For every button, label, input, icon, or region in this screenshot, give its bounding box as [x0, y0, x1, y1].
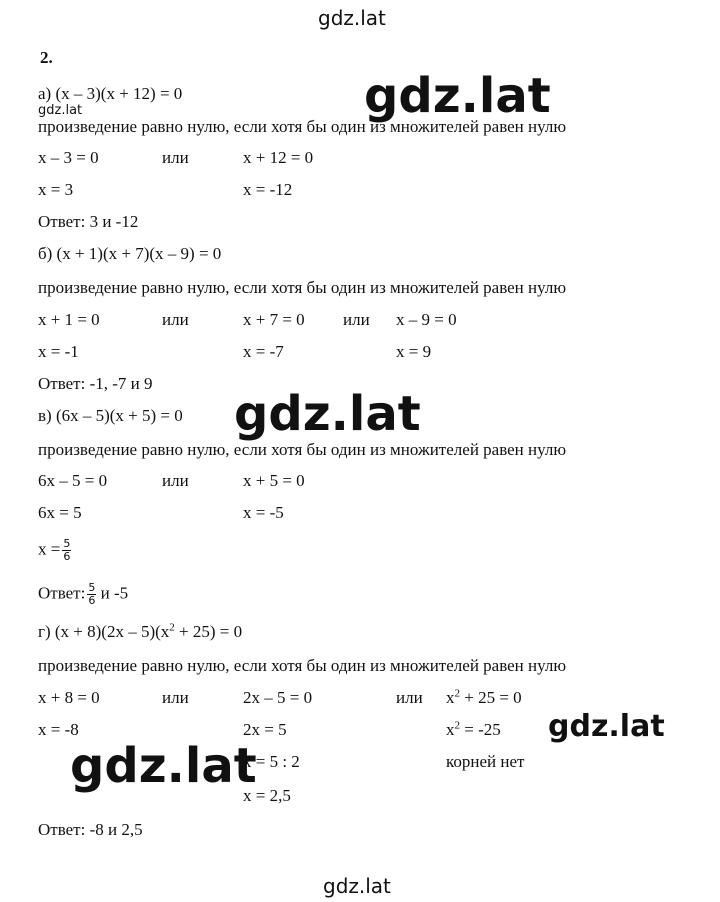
part-b-case3-line2: x = 9: [396, 342, 432, 361]
part-b-or-2: или: [343, 310, 370, 329]
part-g-case3-base: x: [446, 688, 455, 707]
part-a-case1-line1: x – 3 = 0: [38, 148, 99, 167]
part-g-case3-line2: [446, 720, 501, 740]
part-g-case2-line3: x = 5 : 2: [243, 752, 300, 771]
part-g-case3-line3: корней нет: [446, 752, 525, 771]
part-v-answer: [38, 582, 128, 607]
part-g-case3-rest: + 25 = 0: [460, 688, 522, 707]
fraction: [87, 582, 96, 607]
part-g-case2-line2: 2x = 5: [243, 720, 287, 739]
footer-watermark: gdz.lat: [323, 874, 391, 898]
part-b-rule: произведение равно нулю, если хотя бы один из множителей равен нулю: [38, 278, 567, 297]
part-b-case2-line2: x = -7: [243, 342, 284, 361]
watermark-large: gdz.lat: [364, 68, 551, 124]
part-g-answer: Ответ: -8 и 2,5: [38, 820, 143, 839]
part-a-or: или: [162, 148, 189, 167]
fraction-numerator: 5: [88, 581, 96, 594]
part-v-equation: в) (6x – 5)(x + 5) = 0: [38, 406, 183, 425]
part-g-rule: произведение равно нулю, если хотя бы один из множителей равен нулю: [38, 656, 567, 675]
part-g-equation-start: г) (x + 8)(2x – 5)(x: [38, 622, 170, 641]
part-v-rule: произведение равно нулю, если хотя бы один из множителей равен нулю: [38, 440, 567, 459]
fraction-numerator: 5: [63, 537, 71, 550]
part-g-case1-line2: x = -8: [38, 720, 79, 739]
fraction-denominator: 6: [63, 550, 71, 563]
part-v-case1-line1: 6x – 5 = 0: [38, 471, 108, 490]
fraction-denominator: 6: [88, 594, 96, 607]
exponent: 2: [454, 687, 460, 700]
part-g-equation: [38, 622, 242, 642]
part-a-answer: Ответ: 3 и -12: [38, 212, 139, 231]
watermark-medium: gdz.lat: [548, 709, 665, 744]
header-watermark: gdz.lat: [318, 6, 386, 30]
part-g-equation-end: + 25) = 0: [174, 622, 243, 641]
part-v-answer-suffix: и -5: [100, 583, 129, 603]
part-b-case1-line1: x + 1 = 0: [38, 310, 100, 329]
part-v-x-label: x =: [38, 539, 61, 559]
part-g-or-2: или: [396, 688, 423, 707]
small-watermark: gdz.lat: [38, 103, 83, 118]
part-v-or: или: [162, 471, 189, 490]
watermark-large: gdz.lat: [234, 386, 421, 442]
fraction: [62, 538, 71, 563]
part-b-answer: Ответ: -1, -7 и 9: [38, 374, 153, 393]
part-a-case2-line1: x + 12 = 0: [243, 148, 314, 167]
part-a-case1-line2: x = 3: [38, 180, 74, 199]
part-g-case2-line1: 2x – 5 = 0: [243, 688, 313, 707]
part-v-case1-line3: [38, 538, 71, 563]
part-b-equation: б) (x + 1)(x + 7)(x – 9) = 0: [38, 244, 222, 263]
part-a-rule: произведение равно нулю, если хотя бы один из множителей равен нулю: [38, 117, 567, 136]
part-g-or-1: или: [162, 688, 189, 707]
part-v-case2-line1: x + 5 = 0: [243, 471, 305, 490]
part-b-case1-line2: x = -1: [38, 342, 79, 361]
part-g-case3-rest: = -25: [460, 720, 501, 739]
part-b-case3-line1: x – 9 = 0: [396, 310, 457, 329]
part-b-or-1: или: [162, 310, 189, 329]
part-v-case1-line2: 6x = 5: [38, 503, 82, 522]
part-a-equation: а) (x – 3)(x + 12) = 0: [38, 84, 183, 103]
part-g-case3-line1: [446, 688, 522, 708]
exponent: 2: [169, 621, 175, 634]
part-g-case3-base: x: [446, 720, 455, 739]
part-b-case2-line1: x + 7 = 0: [243, 310, 305, 329]
part-g-case2-line4: x = 2,5: [243, 786, 291, 805]
task-number: 2.: [40, 48, 53, 67]
part-v-case2-line2: x = -5: [243, 503, 284, 522]
exponent: 2: [454, 719, 460, 732]
watermark-large: gdz.lat: [70, 738, 257, 794]
part-a-case2-line2: x = -12: [243, 180, 293, 199]
part-v-answer-prefix: Ответ:: [38, 583, 86, 603]
part-g-case1-line1: x + 8 = 0: [38, 688, 100, 707]
